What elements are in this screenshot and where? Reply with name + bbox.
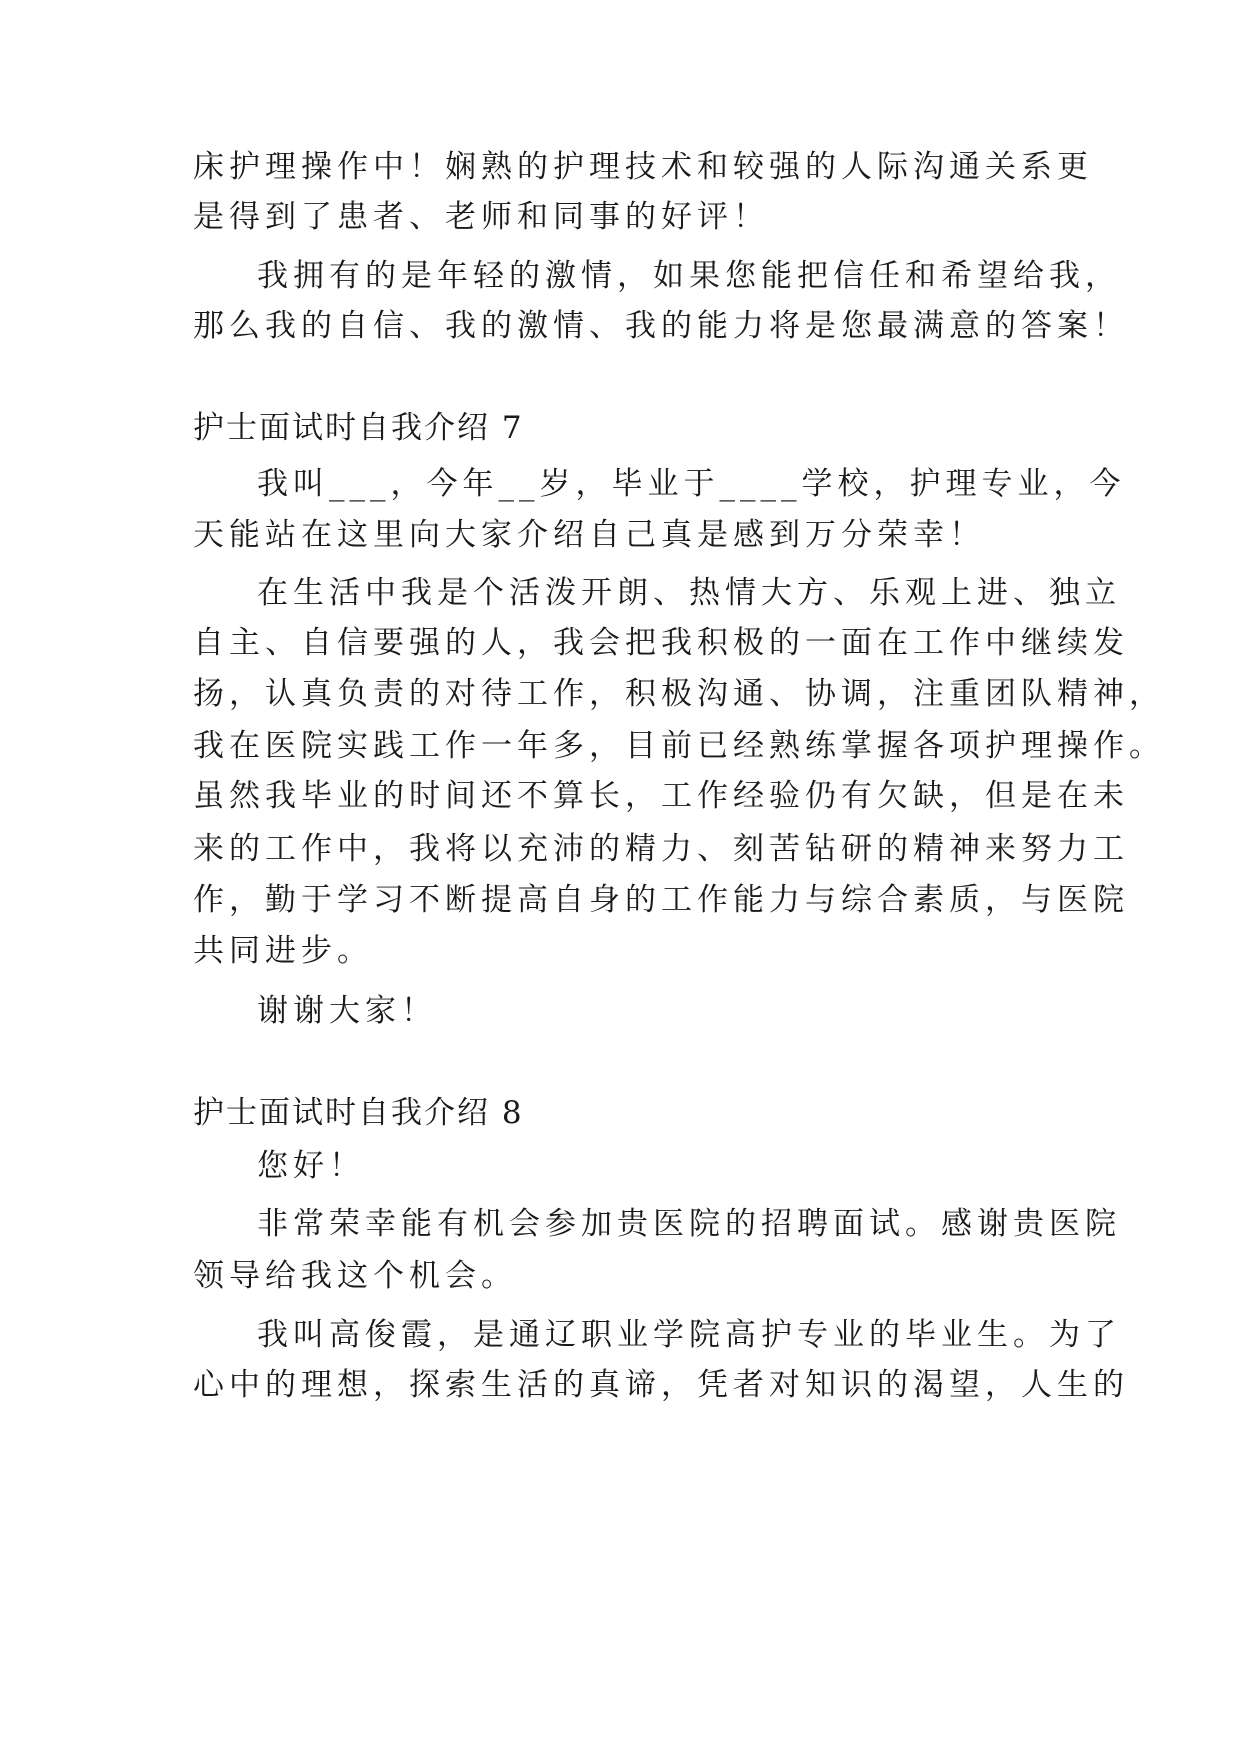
body-text-line: 心中的理想，探索生活的真谛，凭者对知识的渴望，人生的 xyxy=(193,1367,1129,1403)
body-text-line: 来的工作中，我将以充沛的精力、刻苦钻研的精神来努力工 xyxy=(193,831,1129,867)
body-text-line: 共同进步。 xyxy=(193,933,373,969)
body-text-line: 我叫高俊霞，是通辽职业学院高护专业的毕业生。为了 xyxy=(257,1317,1121,1353)
body-text-line: 我叫___，今年__岁，毕业于____学校，护理专业，今 xyxy=(257,466,1126,502)
body-text-line: 天能站在这里向大家介绍自己真是感到万分荣幸！ xyxy=(193,517,985,553)
section-heading: 护士面试时自我介绍 8 xyxy=(193,1095,524,1131)
section-heading: 护士面试时自我介绍 7 xyxy=(193,410,524,446)
body-text-line: 领导给我这个机会。 xyxy=(193,1258,517,1294)
body-text-line: 作，勤于学习不断提高自身的工作能力与综合素质，与医院 xyxy=(193,882,1129,918)
body-text-line: 是得到了患者、老师和同事的好评！ xyxy=(193,199,769,235)
body-text-line: 虽然我毕业的时间还不算长，工作经验仍有欠缺，但是在未 xyxy=(193,778,1129,814)
body-text-line: 那么我的自信、我的激情、我的能力将是您最满意的答案！ xyxy=(193,308,1129,344)
body-text-line: 您好！ xyxy=(257,1148,365,1184)
body-text-line: 谢谢大家！ xyxy=(257,993,437,1029)
body-text-line: 床护理操作中！娴熟的护理技术和较强的人际沟通关系更 xyxy=(193,149,1093,185)
body-text-line: 我拥有的是年轻的激情，如果您能把信任和希望给我， xyxy=(257,258,1121,294)
body-text-line: 扬，认真负责的对待工作，积极沟通、协调，注重团队精神， xyxy=(193,676,1165,712)
body-text-line: 在生活中我是个活泼开朗、热情大方、乐观上进、独立 xyxy=(257,575,1121,611)
body-text-line: 自主、自信要强的人，我会把我积极的一面在工作中继续发 xyxy=(193,625,1129,661)
body-text-line: 我在医院实践工作一年多，目前已经熟练掌握各项护理操作。 xyxy=(193,728,1165,764)
body-text-line: 非常荣幸能有机会参加贵医院的招聘面试。感谢贵医院 xyxy=(257,1206,1121,1242)
